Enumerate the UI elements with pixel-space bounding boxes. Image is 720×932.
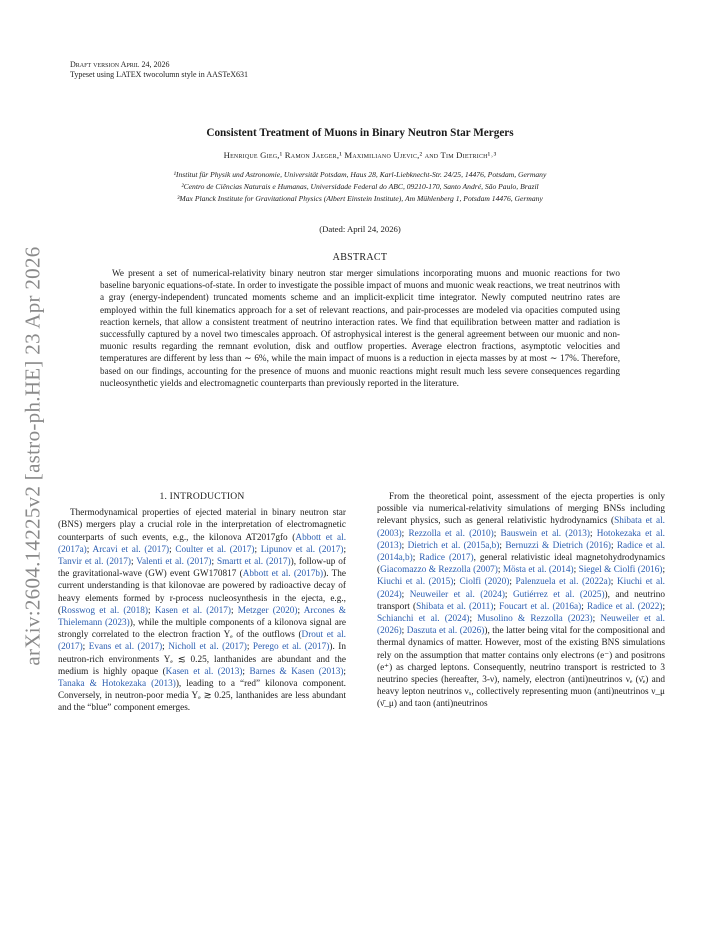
intro-paragraph-1 xyxy=(58,507,346,714)
body-text: ; xyxy=(662,601,666,612)
intro-left-column xyxy=(58,491,346,715)
citation-link[interactable]: Schianchi et al. (2024) xyxy=(377,614,470,625)
citation-link[interactable]: Palenzuela et al. (2022a) xyxy=(515,577,611,588)
citation-link[interactable]: Barnes & Kasen (2013) xyxy=(249,666,344,677)
body-text: ; xyxy=(343,666,346,677)
citation-link[interactable]: Daszuta et al. (2026) xyxy=(406,626,485,637)
citation-link[interactable]: Perego et al. (2017) xyxy=(252,642,330,653)
citation-link[interactable]: Mösta et al. (2014) xyxy=(502,565,574,576)
body-text: ; xyxy=(493,601,500,612)
body-text: ; xyxy=(499,540,506,551)
arxiv-identifier[interactable]: arXiv:2604.14225v2 [astro-ph.HE] 23 Apr 2026 xyxy=(20,246,45,666)
body-text: Thermodynamical properties of ejected material in binary neutron star (BNS) mergers play a crucial role in the interpretation of electromagnetic counterparts of such events, e.g., the kilonova AT2017gfo ( xyxy=(58,508,346,543)
body-text: ). The current understanding is that kilonovae are powered by radioactive decay of heavy elements formed by r-process nucleosynthesis in the ejecta, e.g., ( xyxy=(58,569,346,616)
body-text: ; xyxy=(131,557,137,568)
citation-link[interactable]: Neuweiler et al. (2026) xyxy=(377,614,665,637)
intro-right-column xyxy=(377,491,665,711)
body-text: ; xyxy=(453,577,460,588)
citation-link[interactable]: Bauswein et al. (2013) xyxy=(500,528,590,539)
body-text: ; xyxy=(610,540,617,551)
body-text: ). In neutron-rich environments Yₑ ≲ 0.25, lanthanides are abundant and the medium is highly opaque ( xyxy=(58,642,346,677)
citation-link[interactable]: Neuweiler et al. (2024) xyxy=(409,589,505,600)
body-text: ; xyxy=(86,544,93,555)
arxiv-sidebar xyxy=(8,230,58,682)
body-text: ), leading to a “red” kilonova component. Conversely, in neutron-poor media Yₑ ≳ 0.25, lanthanides are less abundant and the “blue” component emerges. xyxy=(58,679,346,714)
affiliation-3: ³Max Planck Institute for Gravitational Physics (Albert Einstein Institute), Am Mühlenberg 1, Potsdam 14476, Germany xyxy=(177,194,543,203)
citation-link[interactable]: Shibata et al. (2003) xyxy=(377,516,665,539)
body-text: ), the latter being vital for the compositional and thermal dynamics of matter. However, most of the existing BNS simulations rely on the assumption that matter contains only electrons (e⁻) and positrons (e⁺) as charged leptons. Consequently, neutrino transport is restricted to 3 neutrino species (hereafter, 3-ν), namely, electron (anti)neutrinos νₑ (ν̄ₑ) and heavy lepton neutrinos νₓ, collectively representing muon (anti)neutrinos ν_μ (ν̄_μ) and taon (anti)neutrinos xyxy=(377,626,665,710)
abstract-text: We present a set of numerical-relativity binary neutron star merger simulations incorporating muons and muonic reactions for two baseline baryonic equations-of-state. In order to investigate the possible impact of muons and muonic weak reactions, we treat neutrinos with a gray (energy-independent) truncated moments scheme and an implicit-explicit time integrator. Newly computed neutrino rates are employed within the full kinematics approach for a set of relevant reactions, and pair-processes are modeled via opacities computed using reaction kernels, that allow a consistent treatment of neutrino interaction rates. We find that equilibration between matter and radiation is successfully captured by a novel two timescales approach. Of astrophysical interest is the general agreement between our muonic and non-muonic results regarding the remnant evolution, disk and outflow properties. Average electron fractions, asymptotic velocities and temperatures are different by less than ∼ 6%, while the main impact of muons is a reduction in ejecta masses by at most ∼ 17%. Therefore, based on our findings, accounting for the presence of muons and muonic reactions might result much less severe consequences regarding nucleosynthetic yields and electromagnetic counterparts than previously reported in the literature. xyxy=(100,268,620,388)
citation-link[interactable]: Giacomazzo & Rezzolla (2007) xyxy=(380,565,498,576)
citation-link[interactable]: Radice (2017) xyxy=(419,553,474,564)
citation-link[interactable]: Evans et al. (2017) xyxy=(88,642,163,653)
body-text: ; xyxy=(610,577,617,588)
citation-link[interactable]: Rezzolla et al. (2010) xyxy=(408,528,494,539)
citation-link[interactable]: Siegel & Ciolfi (2016) xyxy=(578,565,663,576)
affiliation-1: ¹Institut für Physik und Astronomie, Universität Potsdam, Haus 28, Karl-Liebknecht-Str. 24/25, 14476, Potsdam, Germany xyxy=(173,170,547,179)
body-text: ; xyxy=(589,528,597,539)
citation-link[interactable]: Nicholl et al. (2017) xyxy=(168,642,247,653)
body-text: ; xyxy=(497,565,503,576)
affiliations xyxy=(70,169,650,205)
citation-link[interactable]: Abbott et al. (2017b) xyxy=(242,569,324,580)
typeset-line: Typeset using LATEX twocolumn style in AASTeX631 xyxy=(70,70,248,79)
affiliation-2: ²Centro de Ciências Naturais e Humanas, Universidade Federal do ABC, 09210-170, Santo André, São Paulo, Brazil xyxy=(181,182,539,191)
citation-link[interactable]: Ciolfi (2020) xyxy=(459,577,510,588)
citation-link[interactable]: Kiuchi et al. (2015) xyxy=(377,577,454,588)
citation-link[interactable]: Kiuchi et al. (2024) xyxy=(377,577,665,600)
body-text: ; xyxy=(230,605,238,616)
citation-link[interactable]: Arcones & Thielemann (2023) xyxy=(58,605,346,629)
citation-link[interactable]: Radice et al. (2014a,b) xyxy=(377,540,665,564)
citation-link[interactable]: Musolino & Rezzolla (2023) xyxy=(477,614,593,625)
body-text: ; xyxy=(169,544,176,555)
intro-paragraph-2 xyxy=(377,491,665,711)
citation-link[interactable]: Tanvir et al. (2017) xyxy=(58,557,131,568)
citation-link[interactable]: Gutiérrez et al. (2025) xyxy=(512,589,605,600)
body-text: ; xyxy=(504,589,513,600)
body-text: , general relativistic ideal magnetohydrodynamics ( xyxy=(377,553,666,576)
body-text: ; xyxy=(343,544,347,555)
body-text: ; xyxy=(581,601,587,612)
body-text: ; xyxy=(148,605,155,616)
body-text: ; xyxy=(592,614,601,625)
section-heading: 1. INTRODUCTION xyxy=(159,491,245,502)
abstract-heading: ABSTRACT xyxy=(332,252,388,263)
dated-line: (Dated: April 24, 2026) xyxy=(319,224,401,234)
preprint-header xyxy=(70,60,248,80)
author-list: Henrique Gieg,¹ Ramon Jaeger,¹ Maximiliano Ujevic,² and Tim Dietrich¹˒³ xyxy=(223,150,497,160)
citation-link[interactable]: Foucart et al. (2016a) xyxy=(499,601,582,612)
body-text: ; xyxy=(662,565,666,576)
citation-link[interactable]: Hotokezaka et al. (2013) xyxy=(377,528,665,551)
citation-link[interactable]: Coulter et al. (2017) xyxy=(175,544,255,555)
body-text: ; xyxy=(573,565,579,576)
body-text: ), while the multiple components of a kilonova signal are strongly correlated to the electron fraction Yₑ of the outflows ( xyxy=(58,618,347,641)
citation-link[interactable]: Radice et al. (2022) xyxy=(586,601,663,612)
draft-version-line: Draft version April 24, 2026 xyxy=(70,60,170,69)
body-text: ; xyxy=(412,553,420,564)
body-text: ), follow-up of the gravitational-wave (GW) event GW170817 ( xyxy=(58,557,346,580)
body-text: ; xyxy=(162,642,169,653)
body-text: ; xyxy=(401,528,409,539)
body-text: ; xyxy=(509,577,516,588)
body-text: From the theoretical point, assessment of the ejecta properties is only possible via numerical-relativity simulations of merging BNSs including relevant physics, such as general relativistic hydrodynamics ( xyxy=(377,492,665,527)
citation-link[interactable]: Shibata et al. (2011) xyxy=(416,601,494,612)
body-text: ; xyxy=(297,605,304,616)
citation-link[interactable]: Tanaka & Hotokezaka (2013) xyxy=(58,679,176,690)
body-text: ; xyxy=(493,528,501,539)
body-text: ; xyxy=(246,642,253,653)
citation-link[interactable]: Kasen et al. (2013) xyxy=(165,666,243,677)
citation-link[interactable]: Drout et al. (2017) xyxy=(58,630,346,653)
body-text: ; xyxy=(401,589,410,600)
citation-link[interactable]: Kasen et al. (2017) xyxy=(154,605,231,616)
citation-link[interactable]: Arcavi et al. (2017) xyxy=(92,544,170,555)
body-text: ; xyxy=(82,642,89,653)
paper-title: Consistent Treatment of Muons in Binary Neutron Star Mergers xyxy=(206,127,514,139)
citation-link[interactable]: Valenti et al. (2017) xyxy=(136,557,212,568)
body-text: ; xyxy=(469,614,478,625)
citation-link[interactable]: Smartt et al. (2017) xyxy=(216,557,291,568)
body-text: ; xyxy=(401,540,408,551)
citation-link[interactable]: Metzger (2020) xyxy=(237,605,298,616)
body-text: ; xyxy=(401,626,407,637)
body-text: ; xyxy=(254,544,261,555)
citation-link[interactable]: Dietrich et al. (2015a,b) xyxy=(407,540,500,551)
body-text: ; xyxy=(211,557,217,568)
citation-link[interactable]: Abbott et al. (2017a) xyxy=(58,532,347,555)
citation-link[interactable]: Bernuzzi & Dietrich (2016) xyxy=(505,540,611,551)
citation-link[interactable]: Lipunov et al. (2017) xyxy=(260,544,344,555)
citation-link[interactable]: Rosswog et al. (2018) xyxy=(61,605,149,616)
body-text: ; xyxy=(242,666,250,677)
body-text: ), and neutrino transport ( xyxy=(377,589,666,612)
